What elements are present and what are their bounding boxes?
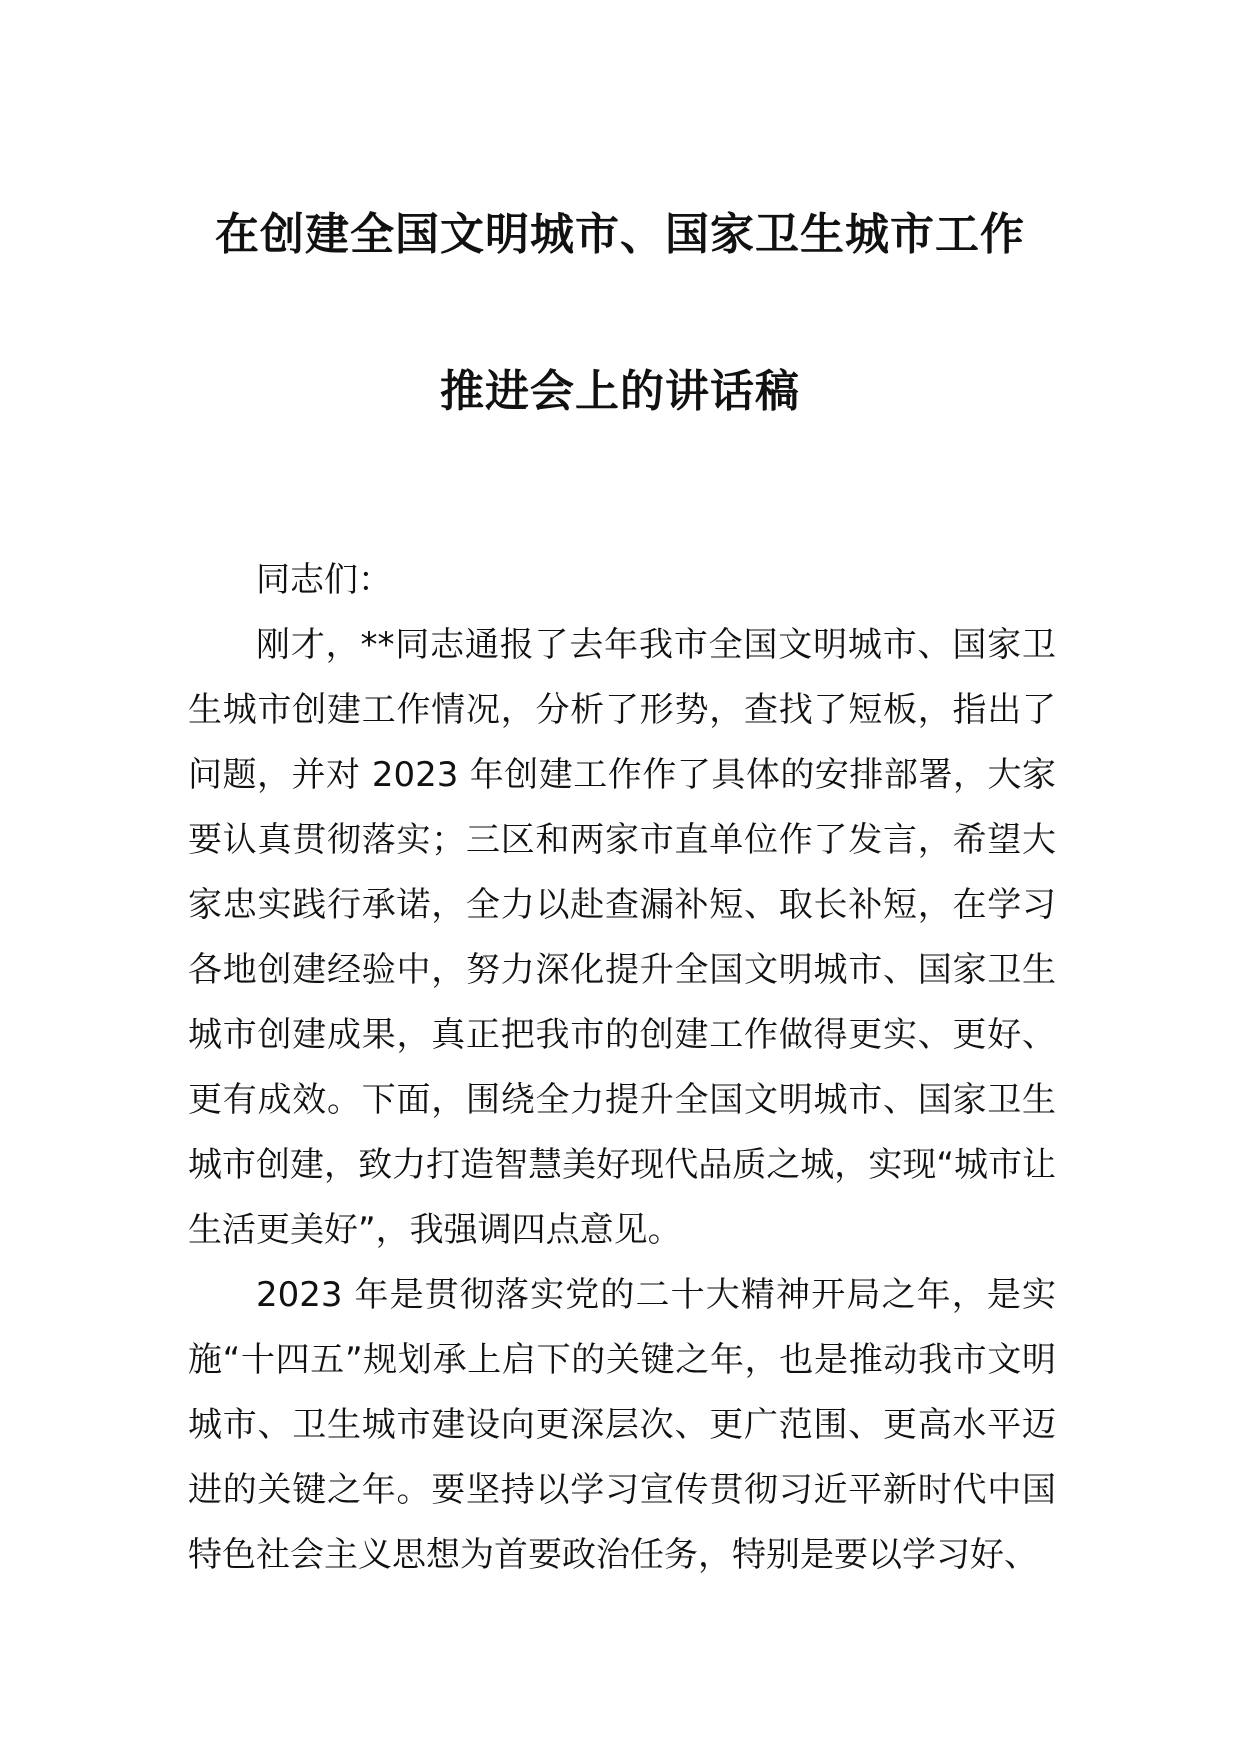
document-title-line-1: 在创建全国文明城市、国家卫生城市工作 — [215, 209, 1025, 260]
salutation: 同志们： — [256, 560, 392, 600]
body-paragraph-2: 2023 年是贯彻落实党的二十大精神开局之年，是实施“十四五”规划承上启下的关键之年，也是推动我市文明城市、卫生城市建设向更深层次、更广范围、更高水平迈进的关键之年。要坚持以学习宣传贯彻习近平新时代中国特色社会主义思想为首要政治任务，特别是要以学习好、 — [188, 1275, 1056, 1575]
body-paragraph-1: 刚才，**同志通报了去年我市全国文明城市、国家卫生城市创建工作情况，分析了形势，查找了短板，指出了问题，并对 2023 年创建工作作了具体的安排部署，大家要认真贯彻落实；三区和两家市直单位作了发言，希望大家忠实践行承诺，全力以赴查漏补短、取长补短，在学习各地创建经验中，努力深化提升全国文明城市、国家卫生城市创建成果，真正把我市的创建工作做得更实、更好、更有成效。下面，围绕全力提升全国文明城市、国家卫生城市创建，致力打造智慧美好现代品质之城，实现“城市让生活更美好”，我强调四点意见。 — [188, 625, 1056, 1250]
document-title-line-2: 推进会上的讲话稿 — [440, 366, 800, 417]
document-body — [188, 548, 1056, 1588]
